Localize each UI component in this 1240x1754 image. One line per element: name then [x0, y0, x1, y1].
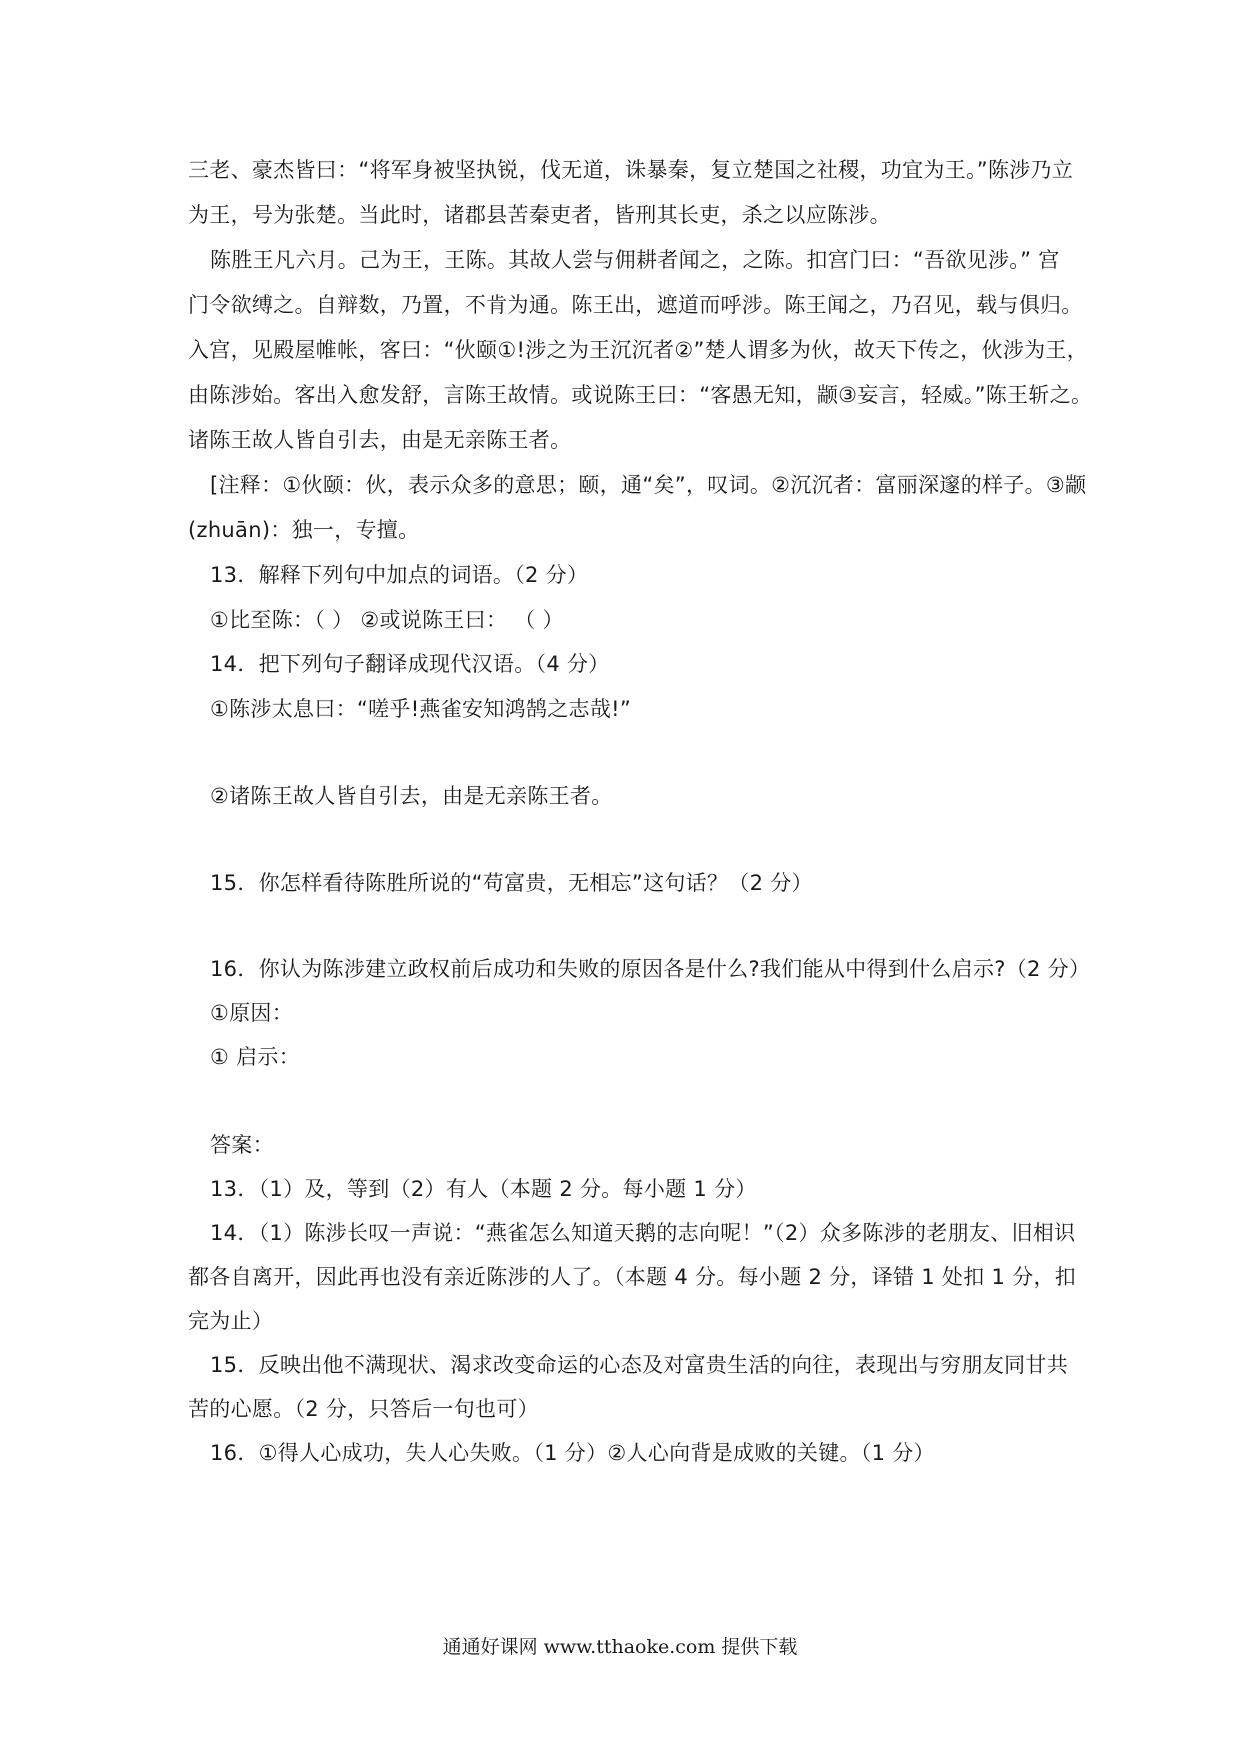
question-16-lesson: ① 启示：: [210, 1045, 301, 1069]
answer-15-cont: 苦的心愿。（2 分，只答后一句也可）: [188, 1397, 539, 1421]
page-footer: 通通好课网 www.tthaoke.com 提供下载: [442, 1636, 798, 1658]
passage-line: 由陈涉始。客出入愈发舒，言陈王故情。或说陈王曰：“客愚无知，颛③妄言，轻威。”陈王斩之。: [188, 383, 1093, 407]
question-14-sentence-1: ①陈涉太息曰：“嗟乎!燕雀安知鸿鹄之志哉!”: [210, 697, 632, 721]
answer-14-cont: 完为止）: [188, 1309, 274, 1333]
question-16: 16．你认为陈涉建立政权前后成功和失败的原因各是什么?我们能从中得到什么启示?（2 分）: [210, 957, 1091, 981]
answer-15: 15．反映出他不满现状、渴求改变命运的心态及对富贵生活的向往，表现出与穷朋友同甘共: [210, 1353, 1069, 1377]
passage-line: 三老、豪杰皆曰：“将军身被坚执锐，伐无道，诛暴秦，复立楚国之社稷，功宜为王。”陈涉乃立: [188, 158, 1074, 182]
passage-line: 门令欲缚之。自辩数，乃置，不肯为通。陈王出，遮道而呼涉。陈王闻之，乃召见，载与俱归。: [188, 293, 1083, 317]
answers-heading: 答案：: [210, 1133, 274, 1157]
question-13-items: ①比至陈：（ ） ②或说陈王曰： （ ）: [210, 608, 564, 632]
answer-13: 13．（1）及，等到（2）有人（本题 2 分。每小题 1 分）: [210, 1177, 757, 1201]
question-13: 13．解释下列句中加点的词语。（2 分）: [210, 563, 589, 587]
question-16-reason: ①原因：: [210, 1001, 294, 1025]
passage-line: 陈胜王凡六月。己为王，王陈。其故人尝与佣耕者闻之，之陈。扣宫门曰：“吾欲见涉。” 宫: [210, 248, 1060, 272]
passage-line: 为王，号为张楚。当此时，诸郡县苦秦吏者，皆刑其长吏，杀之以应陈涉。: [188, 203, 891, 227]
answer-14: 14．（1）陈涉长叹一声说：“燕雀怎么知道天鹅的志向呢！”（2）众多陈涉的老朋友、旧相识: [210, 1221, 1076, 1245]
annotation-line: [注释：①伙颐：伙，表示众多的意思；颐，通“矣”，叹词。②沉沉者：富丽深邃的样子。③颛: [210, 473, 1087, 497]
passage-line: 诸陈王故人皆自引去，由是无亲陈王者。: [188, 428, 572, 452]
question-14-sentence-2: ②诸陈王故人皆自引去，由是无亲陈王者。: [210, 784, 613, 808]
answer-14-cont: 都各自离开，因此再也没有亲近陈涉的人了。（本题 4 分。每小题 2 分，译错 1 处扣 1 分，扣: [188, 1265, 1077, 1289]
passage-line: 入宫，见殿屋帷帐，客曰：“伙颐①!涉之为王沉沉者②”楚人谓多为伙，故天下传之，伙涉为王，: [188, 338, 1089, 362]
answer-16: 16．①得人心成功，失人心失败。（1 分）②人心向背是成败的关键。（1 分）: [210, 1441, 935, 1465]
question-15: 15．你怎样看待陈胜所说的“苟富贵，无相忘”这句话？（2 分）: [210, 871, 813, 895]
question-14: 14．把下列句子翻译成现代汉语。（4 分）: [210, 652, 610, 676]
annotation-line: (zhuān)：独一，专擅。: [188, 518, 420, 542]
